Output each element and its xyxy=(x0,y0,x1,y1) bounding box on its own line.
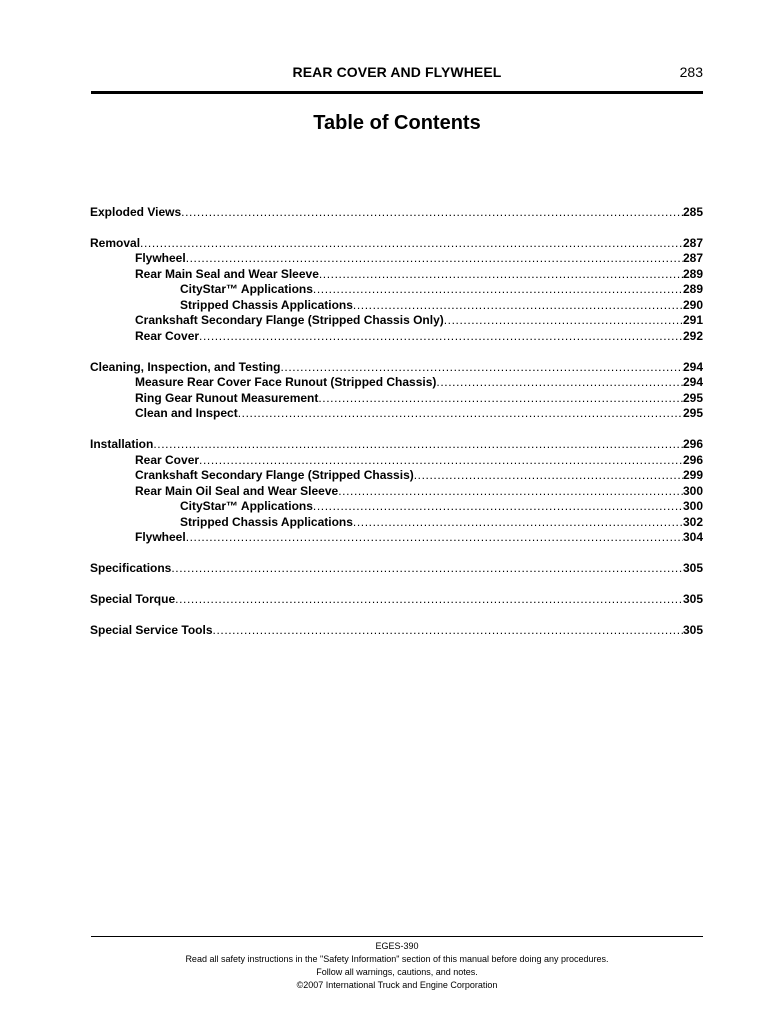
toc-entry-label: Ring Gear Runout Measurement xyxy=(135,391,319,405)
toc-entry-label: Stripped Chassis Applications xyxy=(180,298,353,312)
toc-entry[interactable] xyxy=(135,468,703,483)
toc-dot-leader xyxy=(313,282,683,297)
toc-dot-leader xyxy=(199,453,683,468)
toc-dot-leader xyxy=(199,329,683,344)
toc-entry-page: 287 xyxy=(682,251,703,265)
toc-entry[interactable] xyxy=(135,530,703,545)
toc-entry-page: 287 xyxy=(682,236,703,250)
toc-dot-leader xyxy=(171,561,683,576)
toc-dot-leader xyxy=(414,468,683,483)
toc-entry-page: 296 xyxy=(682,437,703,451)
toc-dot-leader xyxy=(444,313,683,328)
toc-entry-page: 302 xyxy=(682,515,703,529)
toc-entry[interactable] xyxy=(180,298,703,313)
toc-dot-leader xyxy=(436,375,683,390)
toc-dot-leader xyxy=(319,267,683,282)
toc-dot-leader xyxy=(353,515,683,530)
page-footer xyxy=(91,940,703,992)
toc-entry[interactable] xyxy=(135,251,703,266)
toc-dot-leader xyxy=(186,251,683,266)
warnings-notice: Follow all warnings, cautions, and notes. xyxy=(316,967,478,977)
toc-entry-page: 305 xyxy=(682,592,703,606)
toc-entry-label: Measure Rear Cover Face Runout (Stripped Chassis) xyxy=(135,375,437,389)
toc-entry[interactable] xyxy=(90,205,703,220)
toc-entry-page: 294 xyxy=(682,360,703,374)
toc-entry[interactable] xyxy=(90,236,703,251)
toc-entry-page: 300 xyxy=(682,484,703,498)
toc-entry-label: Flywheel xyxy=(135,251,186,265)
toc-entry-label: Crankshaft Secondary Flange (Stripped Chassis) xyxy=(135,468,414,482)
toc-entry-label: CityStar™ Applications xyxy=(180,282,313,296)
toc-dot-leader xyxy=(353,298,683,313)
toc-entry-page: 290 xyxy=(682,298,703,312)
toc-entry-label: Special Service Tools xyxy=(90,623,213,637)
toc-entry-label: Stripped Chassis Applications xyxy=(180,515,353,529)
toc-entry-page: 296 xyxy=(682,453,703,467)
toc-entry[interactable] xyxy=(90,360,703,375)
toc-entry-page: 292 xyxy=(682,329,703,343)
copyright: ©2007 International Truck and Engine Corporation xyxy=(296,980,498,990)
toc-dot-leader xyxy=(280,360,683,375)
toc-dot-leader xyxy=(153,437,683,452)
footer-rule xyxy=(91,936,703,937)
toc-entry[interactable] xyxy=(90,592,703,607)
toc-entry-page: 285 xyxy=(682,205,703,219)
toc-entry[interactable] xyxy=(90,437,703,452)
toc-entry-label: Installation xyxy=(90,437,154,451)
toc-entry-page: 305 xyxy=(682,561,703,575)
toc-dot-leader xyxy=(313,499,683,514)
toc-entry-page: 295 xyxy=(682,406,703,420)
toc-entry[interactable] xyxy=(180,515,703,530)
toc-entry-page: 289 xyxy=(682,282,703,296)
toc-entry-label: Flywheel xyxy=(135,530,186,544)
toc-entry-page: 300 xyxy=(682,499,703,513)
page-number: 283 xyxy=(679,64,703,80)
toc-entry-page: 304 xyxy=(682,530,703,544)
toc-dot-leader xyxy=(338,484,683,499)
toc-dot-leader xyxy=(140,236,683,251)
toc-heading: Table of Contents xyxy=(313,112,481,134)
toc-entry[interactable] xyxy=(90,623,703,638)
toc-entry-label: Cleaning, Inspection, and Testing xyxy=(90,360,281,374)
toc-dot-leader xyxy=(181,205,683,220)
toc-entry-label: Crankshaft Secondary Flange (Stripped Chassis Only) xyxy=(135,313,444,327)
toc-entry-page: 305 xyxy=(682,623,703,637)
toc-entry-label: CityStar™ Applications xyxy=(180,499,313,513)
toc-entry-page: 289 xyxy=(682,267,703,281)
toc-entry-label: Removal xyxy=(90,236,141,250)
toc-entry-page: 295 xyxy=(682,391,703,405)
toc-entry-label: Specifications xyxy=(90,561,172,575)
toc-entry[interactable] xyxy=(135,391,703,406)
toc-entry[interactable] xyxy=(135,484,703,499)
toc-entry[interactable] xyxy=(135,453,703,468)
toc-entry[interactable] xyxy=(135,375,703,390)
toc-dot-leader xyxy=(318,391,683,406)
toc-entry[interactable] xyxy=(90,561,703,576)
toc-dot-leader xyxy=(186,530,683,545)
toc-entry-page: 299 xyxy=(682,468,703,482)
toc-entry-label: Rear Main Oil Seal and Wear Sleeve xyxy=(135,484,339,498)
toc-entry[interactable] xyxy=(180,499,703,514)
toc-dot-leader xyxy=(238,406,683,421)
toc-dot-leader xyxy=(175,592,683,607)
header-rule xyxy=(91,91,703,94)
toc-entry[interactable] xyxy=(135,313,703,328)
toc-entry-label: Rear Cover xyxy=(135,329,200,343)
toc-entry-page: 294 xyxy=(682,375,703,389)
safety-notice: Read all safety instructions in the "Safety Information" section of this manual before doing any procedures. xyxy=(185,954,609,964)
toc-entry-page: 291 xyxy=(682,313,703,327)
toc-dot-leader xyxy=(213,623,683,638)
section-title: REAR COVER AND FLYWHEEL xyxy=(292,64,502,80)
toc-entry[interactable] xyxy=(180,282,703,297)
toc-entry-label: Rear Cover xyxy=(135,453,200,467)
toc-entry-label: Rear Main Seal and Wear Sleeve xyxy=(135,267,319,281)
page-header xyxy=(91,64,703,84)
toc-entry-label: Clean and Inspect xyxy=(135,406,238,420)
toc-entry-label: Exploded Views xyxy=(90,205,182,219)
toc-entry-label: Special Torque xyxy=(90,592,176,606)
toc-entry[interactable] xyxy=(135,329,703,344)
document-id: EGES-390 xyxy=(375,941,419,951)
toc-entry[interactable] xyxy=(135,406,703,421)
toc-entry[interactable] xyxy=(135,267,703,282)
